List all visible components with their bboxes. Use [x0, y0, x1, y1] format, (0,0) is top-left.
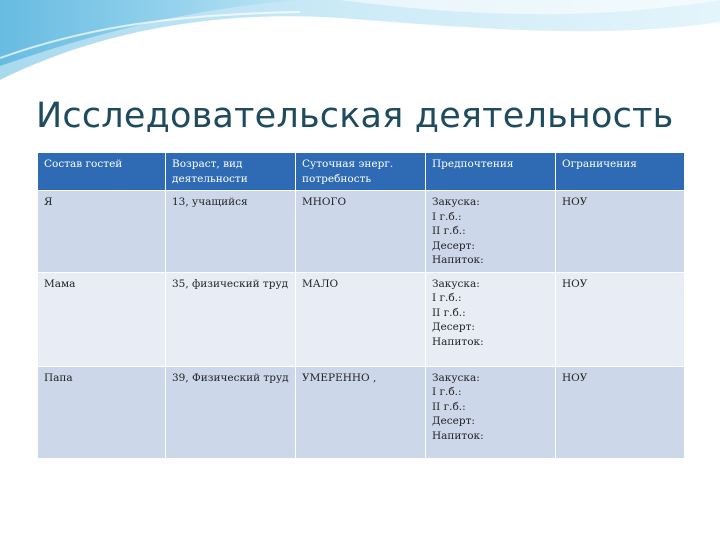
age-activity-cell: 35, физический труд	[166, 272, 296, 366]
guest-cell: Мама	[38, 272, 166, 366]
research-table	[37, 152, 685, 459]
preference-line: II г.б.:	[432, 306, 466, 319]
preference-line: Десерт:	[432, 239, 475, 252]
preference-line: I г.б.:	[432, 386, 462, 398]
page-title: Исследовательская деятельность	[36, 96, 674, 136]
preference-line: Закуска:	[432, 196, 480, 208]
table-header-row	[38, 153, 685, 191]
table-row	[38, 366, 685, 458]
preference-line: Десерт:	[432, 415, 475, 427]
energy-need-cell: УМЕРЕННО ,	[296, 366, 426, 458]
column-header-guests: Состав гостей	[38, 153, 166, 191]
restrictions-cell: НОУ	[556, 191, 685, 273]
guest-cell: Я	[38, 191, 166, 273]
restrictions-cell: НОУ	[556, 366, 685, 458]
energy-need-cell: МАЛО	[296, 272, 426, 366]
preference-line: Закуска:	[432, 277, 480, 290]
column-header-age-activity: Возраст, вид деятельности	[166, 153, 296, 191]
age-activity-cell: 39, Физический труд	[166, 366, 296, 458]
preference-line: Напиток:	[432, 335, 484, 348]
table-row	[38, 191, 685, 273]
preference-line: Закуска:	[432, 371, 480, 384]
preferences-cell	[426, 366, 556, 458]
preferences-cell	[426, 272, 556, 366]
age-activity-cell: 13, учащийся	[166, 191, 296, 273]
preference-line: I г.б.:	[432, 210, 462, 223]
column-header-preferences: Предпочтения	[426, 153, 556, 191]
column-header-restrictions: Ограничения	[556, 153, 685, 191]
restrictions-cell: НОУ	[556, 272, 685, 366]
decorative-wave-header	[0, 0, 720, 90]
preference-line: Напиток:	[432, 254, 484, 266]
energy-need-cell: МНОГО	[296, 191, 426, 273]
table-row	[38, 272, 685, 366]
preference-line: Десерт:	[432, 321, 475, 333]
preference-line: II г.б.:	[432, 225, 466, 237]
preferences-cell	[426, 191, 556, 273]
preference-line: II г.б.:	[432, 400, 466, 413]
preference-line: Напиток:	[432, 429, 484, 442]
preference-line: I г.б.:	[432, 292, 462, 304]
guest-cell: Папа	[38, 366, 166, 458]
column-header-energy-need: Суточная энерг. потребность	[296, 153, 426, 191]
